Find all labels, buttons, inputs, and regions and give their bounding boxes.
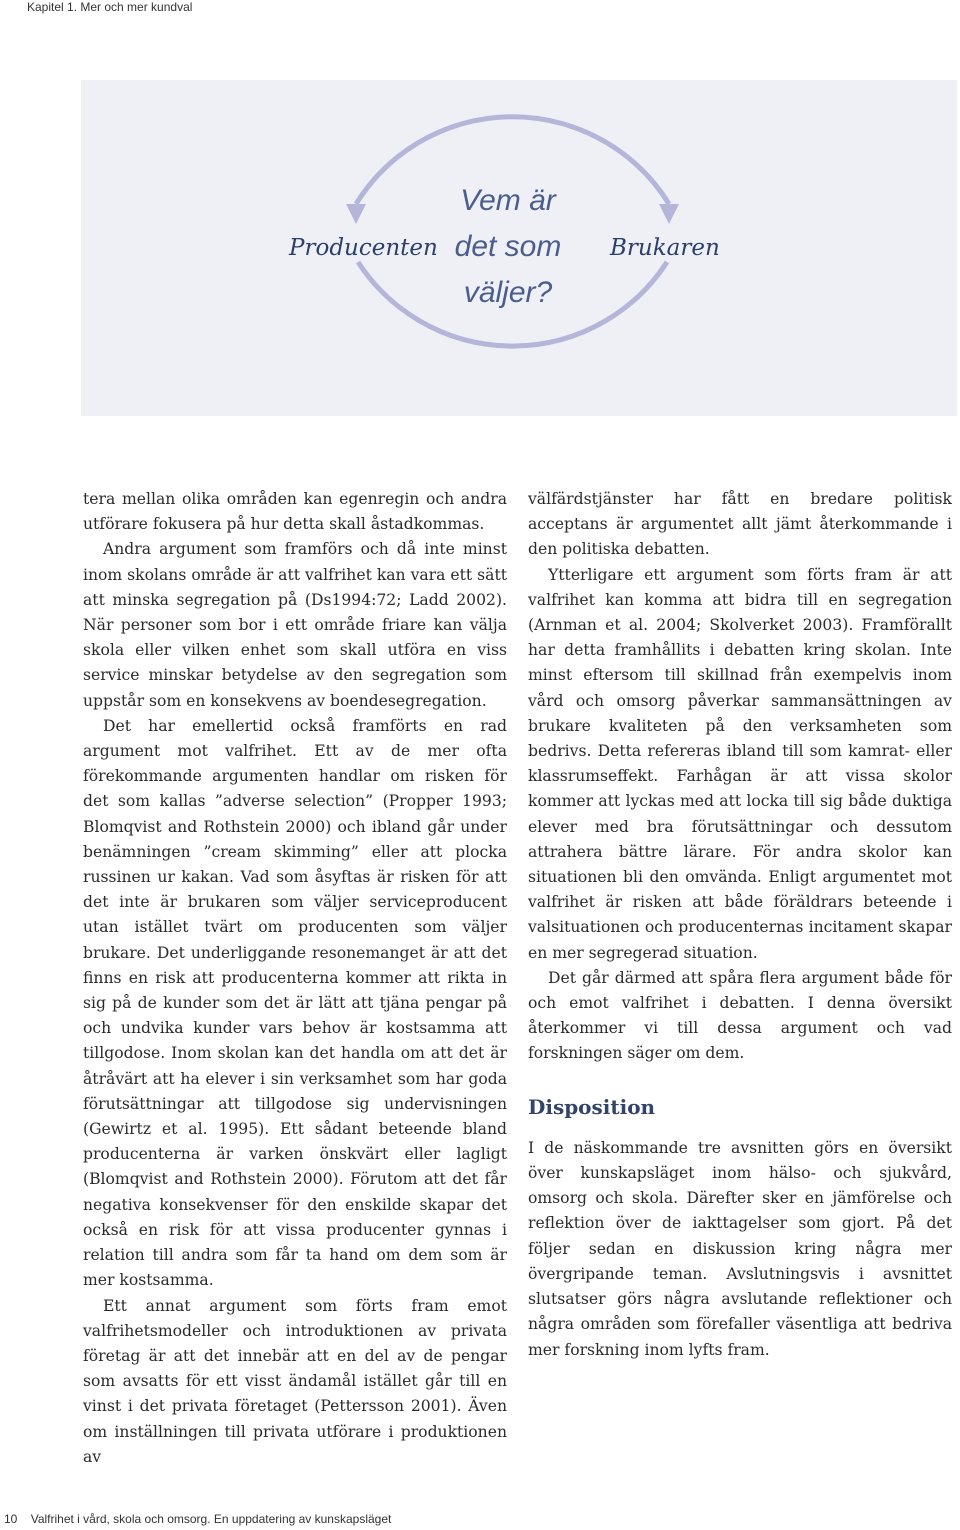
user-label: Brukaren — [610, 235, 720, 261]
right-paragraph-1: välfärdstjänster har fått en bredare politisk acceptans är argumentet allt jämt återkommande i den politiska debatten. — [528, 490, 952, 559]
publication-title: Valfrihet i vård, skola och omsorg. En uppdatering av kunskapsläget — [30, 1512, 392, 1526]
left-paragraph-4: Ett annat argument som förts fram emot valfrihetsmodeller och introduktionen av privata företag är att det innebär att en del av de pengar som avsatts för ett visst ändamål istället går till en vinst i det privata företaget (Pettersson 2001). Även om inställningen till privata utförare i produktionen av — [83, 1296, 507, 1466]
right-paragraph-3: Det går därmed att spåra flera argument både för och emot valfrihet i debatten. I denna översikt återkommer vi till dessa argument och vad forskningen säger om dem. — [528, 968, 952, 1063]
left-paragraph-3: Det har emellertid också framförts en rad argument mot valfrihet. Ett av de mer ofta förekommande argumenten handlar om risken för det som kallas ”adverse selection” (Propper 1993; Blomqvist and Rothstein 2000) och ibland går under benämningen ”cream skimming” eller att plocka russinen ur kakan. Vad som åsyftas är risken för att det inte är brukaren som väljer serviceproducent utan istället tvärt om producenten som väljer brukare. Det underliggande resonemanget är att det finns en risk att producenterna kommer att rikta in sig på de kunder som det är lätt att tjäna pengar på och undvika kunder vars behov är kostsamma att tillgodose. Inom skolan kan det handla om att det är åtråvärt att ha elever i sin verksamhet som har goda förutsättningar att tillgodose sig undervisningen (Gewirtz et al. 1995). Ett sådant beteende bland producenterna är varken önskvärt eller lagligt (Blomqvist and Rothstein 2000). Förutom att det får negativa konsekvenser för den enskilde skapar det också en risk för att vissa producenter gynnas i relation till andra som får ta hand om dem som är mer kostsamma. — [83, 716, 507, 1290]
producer-label: Producenten — [289, 235, 438, 261]
center-question — [453, 178, 563, 316]
left-paragraph-1: tera mellan olika områden kan egenregin och andra utförare fokusera på hur detta skall åstadkommas. — [83, 490, 507, 534]
page-number: 10 — [4, 1512, 18, 1526]
right-paragraph-4: I de näskommande tre avsnitten görs en översikt över kunskapsläget inom hälso- och sjukvård, omsorg och skola. Därefter sker en jämförelse och reflektion över de iakttagelser som gjort. På det följer sedan en diskussion kring några mer övergripande teman. Avslutningsvis i avsnittet slutsatser görs några avslutande reflektioner och några områden som förefaller väsentliga att bedriva mer forskning inom lyfts fram. — [528, 1138, 952, 1359]
center-line-3: väljer? — [463, 276, 553, 309]
center-line-2: det som — [454, 230, 562, 263]
page-footer — [4, 1512, 391, 1526]
right-column — [528, 487, 952, 1363]
left-paragraph-2: Andra argument som framförs och då inte minst inom skolans område är att valfrihet kan vara ett sätt att minska segregation på (Ds1994:72; Ladd 2002). När personer som bor i ett område friare kan välja skola eller vilken enhet som skall utföra en viss service minskar betydelse av den segregation som uppstår som en konsekvens av boendesegregation. — [83, 540, 507, 710]
section-heading-disposition: Disposition — [528, 1094, 656, 1119]
left-arrowhead — [346, 204, 366, 224]
center-line-1: Vem är — [460, 184, 556, 217]
left-column — [83, 487, 507, 1470]
running-header: Kapitel 1. Mer och mer kundval — [27, 0, 193, 14]
choice-cycle-figure — [81, 80, 957, 416]
right-arrowhead — [659, 204, 679, 224]
right-paragraph-2: Ytterligare ett argument som förts fram är att valfrihet kan komma att bidra till en segregation (Arnman et al. 2004; Skolverket 2003). Framförallt har detta framhållits i debatten kring skolan. Inte minst eftersom till skillnad från exempelvis inom vård och omsorg påverkar sammansättningen av brukare kvaliteten på den verksamheten som bedrivs. Detta refereras ibland till som kamrat- eller klassrumseffekt. Farhågan är att vissa skolor kommer att lyckas med att locka till sig både duktiga elever med bra förutsättningar och dessutom attrahera bättre lärare. För andra skolor kan situationen bli den omvända. Enligt argumentet mot valfrihet är risken att både föräldrars beteende i valsituationen och producenternas incitament skapar en mer segregerad situation. — [528, 565, 952, 962]
